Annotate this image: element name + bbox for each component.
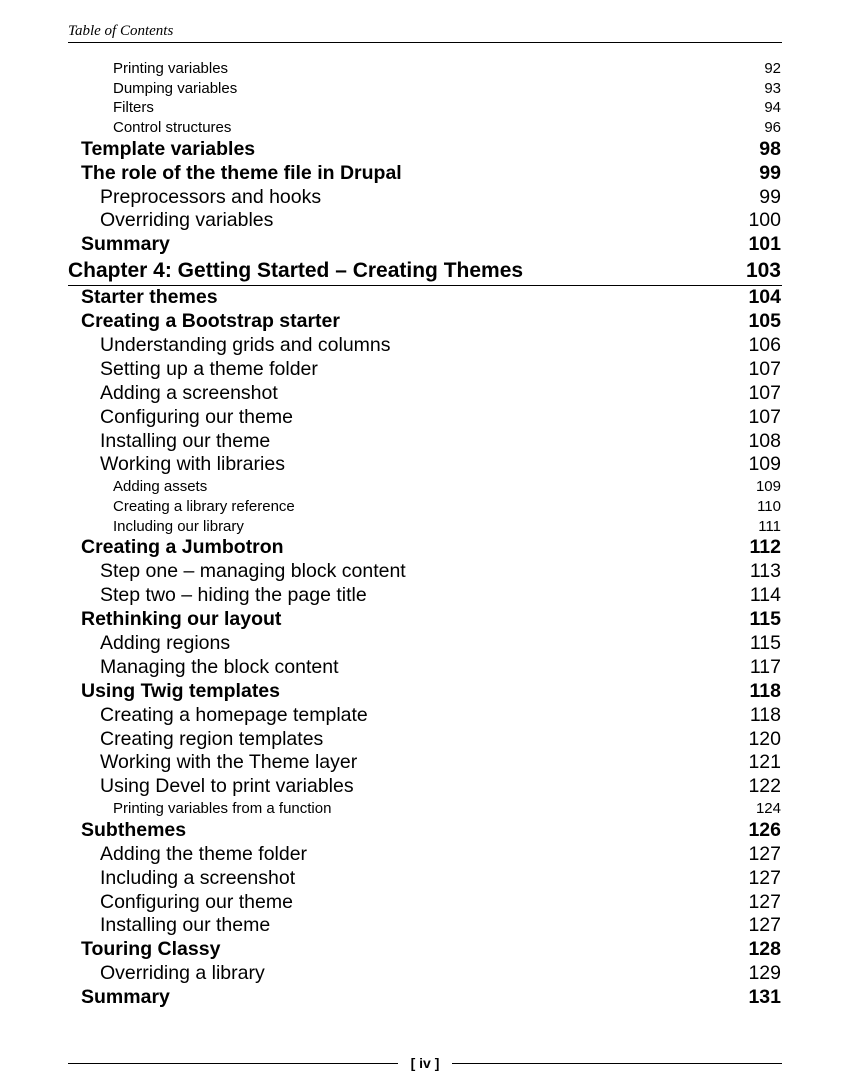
toc-entry[interactable] bbox=[0, 843, 862, 867]
header-rule bbox=[68, 42, 782, 43]
toc-entry-title: Creating a library reference bbox=[113, 498, 295, 516]
toc-entry-page: 105 bbox=[748, 310, 781, 333]
toc-entry[interactable] bbox=[0, 891, 862, 915]
toc-entry[interactable] bbox=[0, 453, 862, 477]
toc-entry-page: 93 bbox=[764, 79, 781, 97]
toc-entry-page: 122 bbox=[748, 775, 781, 798]
toc-entry[interactable] bbox=[0, 406, 862, 430]
toc-entry-page: 107 bbox=[748, 357, 781, 380]
toc-entry-title: Step two – hiding the page title bbox=[100, 584, 367, 607]
toc-entry-title: Installing our theme bbox=[100, 914, 271, 937]
toc-entry-title: Template variables bbox=[81, 137, 256, 160]
toc-entry-title: Starter themes bbox=[81, 286, 218, 309]
table-of-contents bbox=[0, 59, 862, 1010]
toc-entry[interactable] bbox=[0, 497, 862, 517]
toc-entry-title: Subthemes bbox=[81, 818, 187, 841]
toc-entry-title: Control structures bbox=[113, 119, 232, 137]
toc-entry[interactable] bbox=[0, 233, 862, 257]
toc-entry-title: Creating a homepage template bbox=[100, 703, 368, 726]
toc-entry[interactable] bbox=[0, 59, 862, 79]
toc-entry[interactable] bbox=[0, 728, 862, 752]
toc-entry[interactable] bbox=[0, 79, 862, 99]
toc-entry-page: 126 bbox=[748, 818, 781, 841]
toc-entry-title: Overriding a library bbox=[100, 962, 265, 985]
toc-entry[interactable] bbox=[0, 382, 862, 406]
toc-entry[interactable] bbox=[0, 358, 862, 382]
toc-entry-page: 109 bbox=[748, 453, 781, 476]
toc-entry[interactable] bbox=[0, 819, 862, 843]
toc-entry[interactable] bbox=[0, 938, 862, 962]
toc-entry-title: Dumping variables bbox=[113, 79, 238, 97]
toc-entry[interactable] bbox=[0, 986, 862, 1010]
toc-entry[interactable] bbox=[0, 656, 862, 680]
toc-entry[interactable] bbox=[0, 704, 862, 728]
toc-entry[interactable] bbox=[0, 334, 862, 358]
toc-entry[interactable] bbox=[0, 186, 862, 210]
toc-entry[interactable] bbox=[0, 632, 862, 656]
toc-entry-page: 107 bbox=[748, 381, 781, 404]
chapter-heading[interactable] bbox=[0, 257, 862, 285]
toc-entry-title: Adding regions bbox=[100, 631, 231, 654]
toc-entry[interactable] bbox=[0, 680, 862, 704]
toc-entry-title: Creating region templates bbox=[100, 727, 324, 750]
toc-entry-title: Including our library bbox=[113, 517, 244, 535]
toc-entry-page: 117 bbox=[749, 655, 781, 678]
toc-entry-title: Installing our theme bbox=[100, 429, 271, 452]
toc-entry-page: 110 bbox=[757, 498, 781, 516]
toc-entry-page: 111 bbox=[758, 517, 781, 535]
toc-entry-page: 131 bbox=[748, 986, 781, 1009]
toc-entry[interactable] bbox=[0, 430, 862, 454]
toc-entry-title: Summary bbox=[81, 986, 170, 1009]
toc-entry-page: 120 bbox=[748, 727, 781, 750]
toc-entry-page: 128 bbox=[748, 938, 781, 961]
toc-entry[interactable] bbox=[0, 98, 862, 118]
page-footer bbox=[68, 1054, 782, 1072]
toc-entry[interactable] bbox=[0, 162, 862, 186]
toc-entry-page: 104 bbox=[748, 286, 781, 309]
toc-entry-title: Rethinking our layout bbox=[81, 608, 282, 631]
toc-entry-page: 109 bbox=[755, 478, 781, 496]
toc-entry[interactable] bbox=[0, 477, 862, 497]
toc-entry-title: Understanding grids and columns bbox=[100, 333, 391, 356]
toc-entry-title: Preprocessors and hooks bbox=[100, 185, 322, 208]
toc-entry-page: 103 bbox=[745, 259, 781, 283]
page-folio: [ iv ] bbox=[410, 1055, 440, 1071]
toc-entry-page: 115 bbox=[749, 631, 781, 654]
toc-entry-page: 99 bbox=[759, 185, 781, 208]
toc-entry-page: 96 bbox=[764, 119, 781, 137]
toc-entry-title: Configuring our theme bbox=[100, 890, 293, 913]
toc-entry[interactable] bbox=[0, 560, 862, 584]
toc-entry-title: Chapter 4: Getting Started – Creating Themes bbox=[68, 259, 524, 283]
toc-entry[interactable] bbox=[0, 608, 862, 632]
toc-entry-page: 92 bbox=[764, 60, 781, 77]
toc-entry-title: Printing variables bbox=[113, 60, 229, 77]
toc-entry[interactable] bbox=[0, 118, 862, 138]
toc-entry-title: Adding assets bbox=[113, 478, 208, 496]
toc-entry[interactable] bbox=[0, 799, 862, 819]
toc-entry-page: 98 bbox=[759, 137, 781, 160]
toc-entry-page: 127 bbox=[748, 842, 781, 865]
toc-entry[interactable] bbox=[0, 867, 862, 891]
toc-entry-title: Configuring our theme bbox=[100, 405, 293, 428]
toc-entry-page: 121 bbox=[748, 751, 781, 774]
running-head: Table of Contents bbox=[68, 23, 174, 39]
toc-entry-page: 101 bbox=[748, 233, 781, 256]
toc-entry-title: Touring Classy bbox=[81, 938, 221, 961]
toc-entry-title: Printing variables from a function bbox=[113, 800, 332, 818]
toc-entry[interactable] bbox=[0, 775, 862, 799]
toc-entry[interactable] bbox=[0, 536, 862, 560]
toc-entry[interactable] bbox=[0, 310, 862, 334]
toc-entry-title: Adding the theme folder bbox=[100, 842, 308, 865]
toc-entry-title: Working with libraries bbox=[100, 453, 285, 476]
toc-entry-page: 112 bbox=[749, 536, 781, 559]
toc-entry-page: 114 bbox=[749, 584, 781, 607]
toc-entry-page: 100 bbox=[748, 209, 781, 232]
toc-entry-title: Adding a screenshot bbox=[100, 381, 278, 404]
toc-entry-title: Setting up a theme folder bbox=[100, 357, 318, 380]
toc-entry-page: 113 bbox=[749, 560, 781, 583]
toc-entry-page: 118 bbox=[749, 679, 781, 702]
toc-entry[interactable] bbox=[0, 209, 862, 233]
toc-entry-title: Creating a Jumbotron bbox=[81, 536, 284, 559]
toc-entry[interactable] bbox=[0, 751, 862, 775]
toc-entry-title: Managing the block content bbox=[100, 655, 339, 678]
toc-entry-page: 129 bbox=[748, 962, 781, 985]
toc-entry-title: Summary bbox=[81, 233, 170, 256]
toc-entry[interactable] bbox=[0, 962, 862, 986]
toc-entry-title: Creating a Bootstrap starter bbox=[81, 310, 340, 333]
toc-entry-title: Overriding variables bbox=[100, 209, 274, 232]
toc-entry-page: 106 bbox=[748, 333, 781, 356]
toc-entry-title: Working with the Theme layer bbox=[100, 751, 358, 774]
toc-entry-title: Using Twig templates bbox=[81, 679, 280, 702]
toc-entry-page: 127 bbox=[748, 890, 781, 913]
toc-entry-title: The role of the theme file in Drupal bbox=[81, 161, 402, 184]
toc-entry-page: 108 bbox=[748, 429, 781, 452]
toc-entry[interactable] bbox=[0, 584, 862, 608]
toc-entry-page: 127 bbox=[748, 866, 781, 889]
toc-entry[interactable] bbox=[0, 286, 862, 310]
toc-entry-page: 115 bbox=[749, 608, 781, 631]
toc-entry-title: Including a screenshot bbox=[100, 866, 296, 889]
toc-entry-title: Using Devel to print variables bbox=[100, 775, 354, 798]
footer-rule-right bbox=[452, 1063, 782, 1064]
toc-entry[interactable] bbox=[0, 138, 862, 162]
toc-entry-title: Filters bbox=[113, 99, 154, 117]
toc-entry[interactable] bbox=[0, 914, 862, 938]
toc-entry-page: 107 bbox=[748, 405, 781, 428]
toc-entry-page: 124 bbox=[755, 800, 781, 818]
toc-entry-page: 127 bbox=[748, 914, 781, 937]
toc-entry[interactable] bbox=[0, 517, 862, 537]
toc-entry-page: 99 bbox=[759, 161, 781, 184]
toc-entry-page: 118 bbox=[749, 703, 781, 726]
toc-entry-title: Step one – managing block content bbox=[100, 560, 406, 583]
toc-entry-page: 94 bbox=[764, 99, 781, 117]
